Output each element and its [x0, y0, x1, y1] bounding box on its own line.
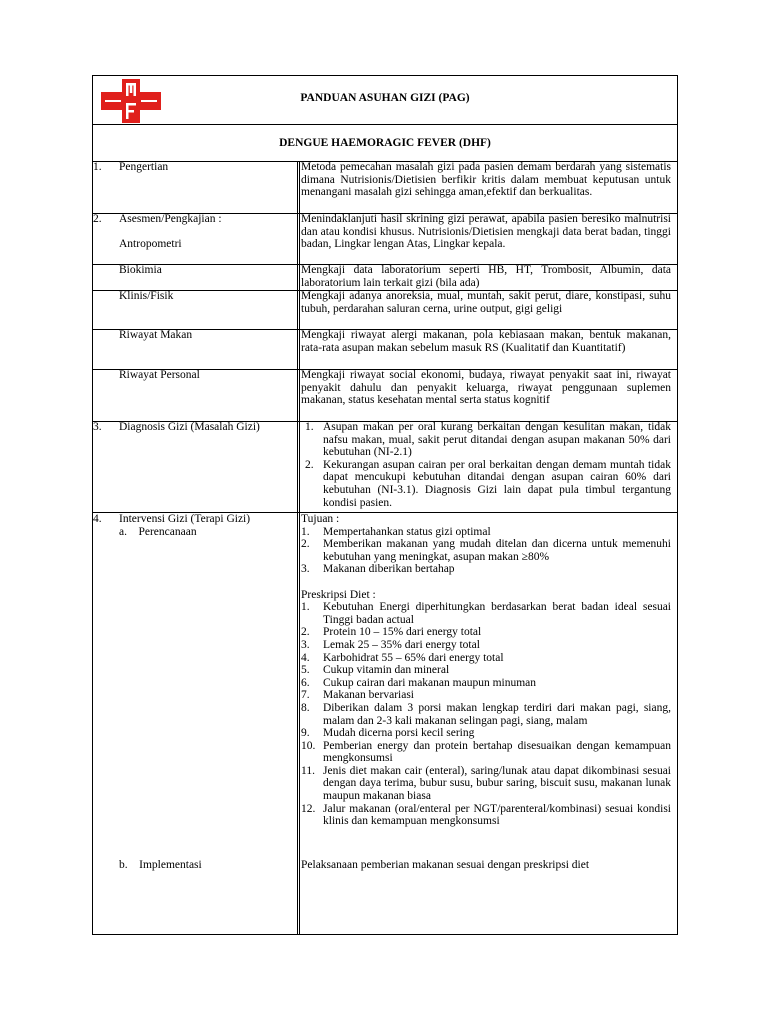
- section-number: 1.: [93, 161, 102, 173]
- list-item: 10. Pemberian energy dan protein bertahap disesuaikan dengan kemampuan mengkonsumsi: [301, 739, 671, 765]
- page-subtitle: DENGUE HAEMORAGIC FEVER (DHF): [279, 137, 491, 149]
- diagnosis-list-cell: [301, 421, 671, 509]
- list-item: 11. Jenis diet makan cair (enteral), saring/lunak atau dapat dikombinasi sesuai dengan daya terima, bubur susu, bubur saring, biscuit susu, makanan lunak maupun makanan biasa: [301, 764, 671, 803]
- list-item: 6. Cukup cairan dari makanan maupun minuman: [301, 676, 537, 689]
- riwayat-personal-label: Riwayat Personal: [119, 369, 200, 381]
- diagnosis-list: [301, 421, 671, 509]
- klinis-text: Mengkaji adanya anoreksia, mual, muntah, sakit perut, diare, konstipasi, suhu tubuh, perdarahan saluran cerna, urine output, gigi geligi: [301, 290, 671, 315]
- subtitle-row: [93, 124, 677, 162]
- preskripsi-title: Preskripsi Diet :: [301, 588, 376, 601]
- riwayat-makan-label: Riwayat Makan: [119, 329, 193, 341]
- riwayat-personal-text: Mengkaji riwayat social ekonomi, budaya, riwayat penyakit saat ini, riwayat penyakit dahulu dan penyakit keluarga, riwayat penggunaan suplemen makanan, status kesehatan mental serta status kognitif: [301, 369, 671, 407]
- biokimia-label: Biokimia: [119, 264, 162, 276]
- section-label: Diagnosis Gizi (Masalah Gizi): [119, 421, 260, 433]
- biokimia-text: Mengkaji data laboratorium seperti HB, HT, Trombosit, Albumin, data laboratorium lain terkait gizi (bila ada): [301, 264, 671, 289]
- antropometri-label: Antropometri: [119, 238, 182, 250]
- list-item: 8. Diberikan dalam 3 porsi makan lengkap terdiri dari makan pagi, siang, malam dan 2-3 kali makanan selingan pagi, siang, malam: [301, 701, 671, 727]
- list-item: 9. Mudah dicerna porsi kecil sering: [301, 727, 475, 740]
- header-row: [93, 76, 677, 125]
- list-item: 2. Memberikan makanan yang mudah ditelan dan dicerna untuk memenuhi kebutuhan yang meningkat, asupan makan ≥80%: [301, 538, 671, 563]
- list-item: 2. Kekurangan asupan cairan per oral berkaitan dengan demam muntah tidak dapat mencukupi kebutuhan ditandai dengan asupan cairan 60% dari kebutuhan (NI-3.1). Diagnosis Gizi lain dapat pula timbul tergantung kondisi pasien.: [305, 458, 671, 509]
- preskripsi-list: [301, 601, 671, 828]
- hospital-cross-logo: [101, 79, 161, 123]
- klinis-label: Klinis/Fisik: [119, 290, 174, 302]
- tujuan-list: [301, 526, 671, 576]
- implementasi-text: Pelaksanaan pemberian makanan sesuai dengan preskripsi diet: [301, 859, 590, 871]
- implementasi-label: b. Implementasi: [119, 859, 202, 871]
- list-item: 3. Makanan diberikan bertahap: [301, 563, 455, 576]
- riwayat-makan-text: Mengkaji riwayat alergi makanan, pola kebiasaan makan, bentuk makanan, rata-rata asupan makan sebelum masuk RS (Kualitatif dan Kuantitatif): [301, 329, 671, 354]
- list-item: 1. Kebutuhan Energi diperhitungkan berdasarkan berat badan ideal sesuai Tinggi badan actual: [301, 601, 671, 626]
- section-label: Asesmen/Pengkajian :: [119, 213, 222, 225]
- list-item: 5. Cukup vitamin dan mineral: [301, 664, 450, 677]
- section-number: 3.: [93, 421, 102, 433]
- list-item: 7. Makanan bervariasi: [301, 689, 415, 702]
- section-1-text: Metoda pemecahan masalah gizi pada pasien demam berdarah yang sistematis dimana Nutrisionis/Dietisien berfikir kritis dalam membuat keputusan untuk menangani masalah gizi sehingga aman,efektif dan berkualitas.: [301, 161, 671, 199]
- section-label: Pengertian: [119, 161, 169, 173]
- section-label: Intervensi Gizi (Terapi Gizi): [119, 513, 251, 525]
- list-item: 3. Lemak 25 – 35% dari energy total: [301, 638, 480, 651]
- list-item: 2. Protein 10 – 15% dari energy total: [301, 626, 482, 639]
- list-item: 1. Asupan makan per oral kurang berkaitan dengan kesulitan makan, tidak nafsu makan, mual, sakit perut ditandai dengan asupan makanan 50% dari kebutuhan (NI-2.1): [305, 421, 671, 459]
- list-item: 1. Mempertahankan status gizi optimal: [301, 525, 491, 538]
- column-divider: [297, 161, 298, 934]
- page-title: PANDUAN ASUHAN GIZI (PAG): [300, 92, 470, 104]
- perencanaan-label: a. Perencanaan: [119, 526, 197, 538]
- intervensi-cell: [301, 513, 671, 828]
- column-divider-inner: [299, 161, 300, 934]
- section-number: 4.: [93, 513, 102, 525]
- document-table: [92, 75, 678, 935]
- antropometri-text: Menindaklanjuti hasil skrining gizi perawat, apabila pasien beresiko malnutrisi dan atau kondisi khusus. Nutrisionis/Dietisien mengkaji data berat badan, tinggi badan, Lingkar lengan Atas, Lingkar kepala.: [301, 213, 671, 251]
- list-item: 12. Jalur makanan (oral/enteral per NGT/parenteral/kombinasi) sesuai kondisi klinis dan kemampuan mengkonsumsi: [301, 802, 671, 828]
- section-number: 2.: [93, 213, 102, 225]
- tujuan-title: Tujuan :: [301, 513, 340, 525]
- list-item: 4. Karbohidrat 55 – 65% dari energy total: [301, 651, 504, 664]
